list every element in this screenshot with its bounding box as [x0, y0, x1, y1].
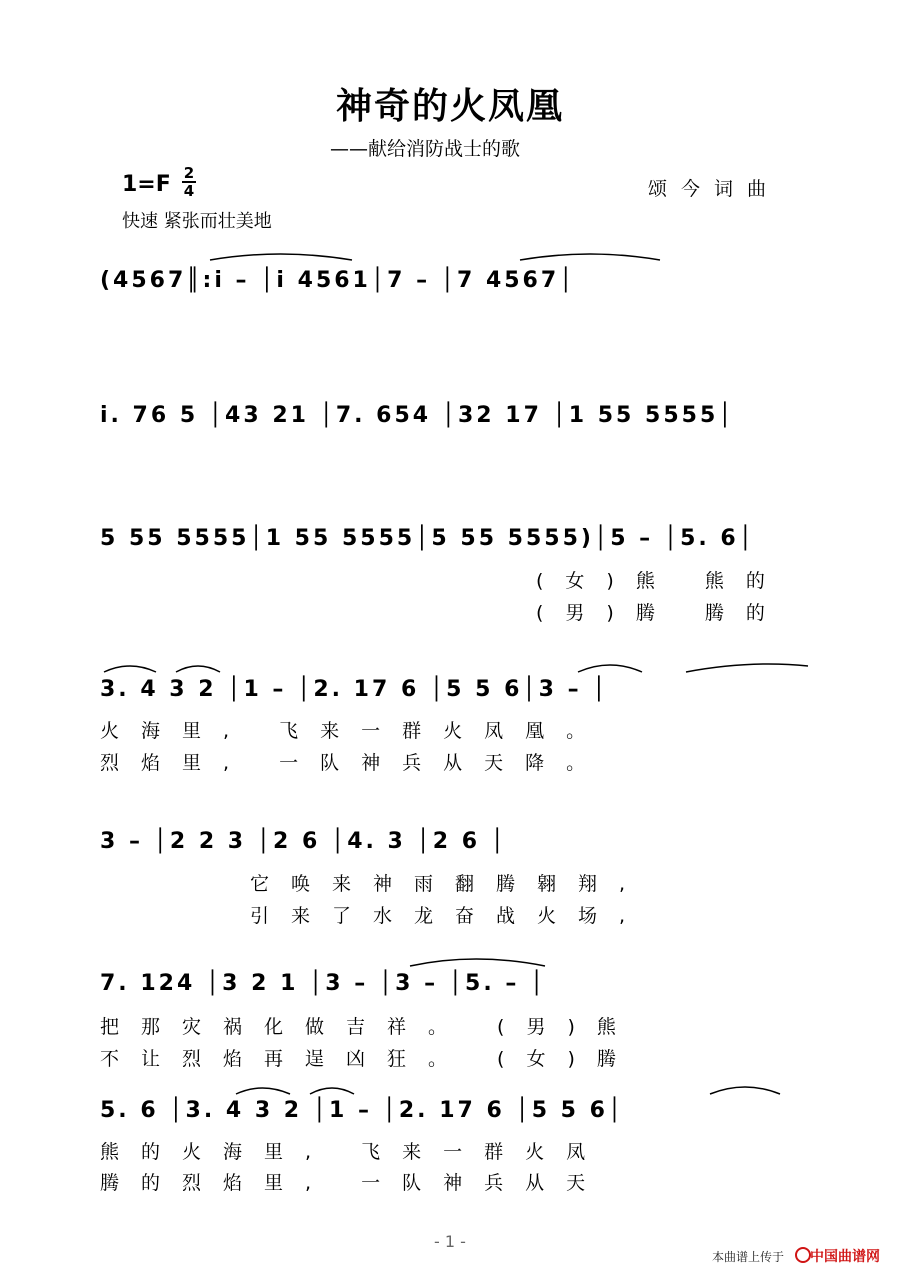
lyric-line-4-1: 火海里, 飞来一群火凤凰。: [100, 720, 608, 742]
tie-line4-c: [578, 665, 642, 672]
lyric-line-5-1: 它唤来神雨翻腾翱翔,: [250, 873, 648, 895]
site-logo-icon: [795, 1247, 811, 1263]
tie-line6-a: [410, 959, 545, 966]
tie-line7-c: [710, 1087, 780, 1094]
song-subtitle: ——献给消防战士的歌: [330, 138, 521, 160]
page-number: - 1 -: [434, 1232, 466, 1251]
time-signature-top: 2: [183, 164, 195, 182]
lyric-line-7-2: 腾的烈焰里, 一队神兵从天: [100, 1172, 608, 1194]
lyric-line-6-1: 把那灾祸化做吉祥。 (男)熊: [100, 1016, 638, 1038]
tie-line1-a: [210, 254, 352, 260]
lyric-line-3-male: (男)腾 腾的: [536, 602, 787, 624]
tempo-marking: 快速 紧张而壮美地: [122, 211, 272, 232]
lyric-line-7-1: 熊的火海里, 飞来一群火凤: [100, 1141, 608, 1163]
lyric-line-6-2: 不让烈焰再逞凶狂。 (女)腾: [100, 1048, 638, 1070]
staff-line-6: 7. 124 │3 2 1 │3 – │3 – │5. – │: [100, 971, 547, 996]
song-title: 神奇的火凤凰: [335, 86, 564, 127]
slur-line7-b: [310, 1088, 354, 1094]
staff-line-4: 3. 4 3 2 │1 – │2. 17 6 │5 5 6│3 – │: [100, 677, 609, 702]
lyric-line-3-female: (女)熊 熊的: [536, 570, 787, 592]
staff-line-5: 3 – │2 2 3 │2 6 │4. 3 │2 6 │: [100, 829, 507, 854]
tie-line4-d: [686, 664, 808, 672]
slur-line4-b: [176, 666, 220, 672]
staff-line-1: (4567║:i – │i 4561│7 – │7 4567│: [100, 268, 576, 293]
key-signature: 1=F: [122, 172, 171, 197]
tie-line1-b: [520, 254, 660, 260]
slur-line7-a: [236, 1088, 290, 1094]
staff-line-7: 5. 6 │3. 4 3 2 │1 – │2. 17 6 │5 5 6│: [100, 1098, 625, 1123]
lyric-line-4-2: 烈焰里, 一队神兵从天降。: [100, 752, 608, 774]
site-name[interactable]: 中国曲谱网: [810, 1249, 880, 1265]
time-signature-bottom: 4: [183, 182, 195, 200]
slur-line4-a: [104, 666, 156, 672]
upload-note: 本曲谱上传于: [712, 1250, 785, 1264]
author-credit: 颂今词曲: [648, 178, 781, 200]
lyric-line-5-2: 引来了水龙奋战火场,: [250, 905, 648, 927]
staff-line-2: i. 76 5 │43 21 │7. 654 │32 17 │1 55 5555│: [100, 403, 735, 428]
staff-line-3: 5 55 5555│1 55 5555│5 55 5555)│5 – │5. 6│: [100, 526, 755, 551]
